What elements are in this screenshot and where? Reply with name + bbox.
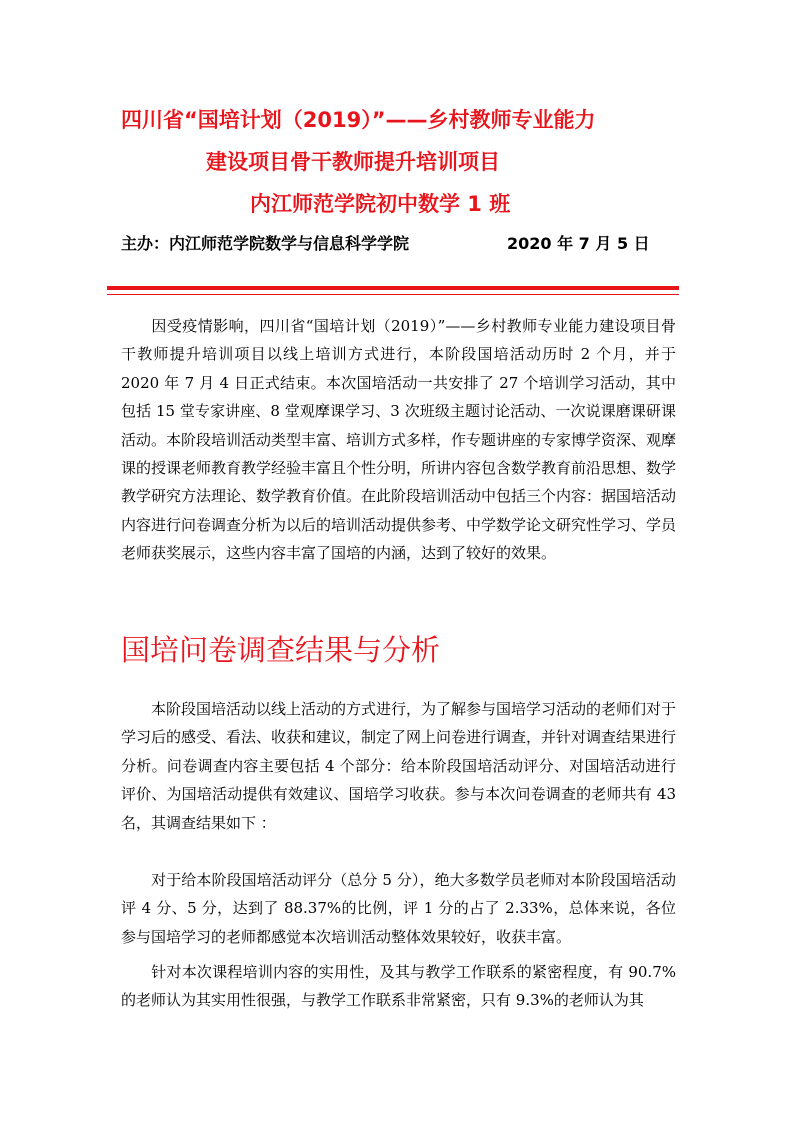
practicality-text: 针对本次课程培训内容的实用性，及其与教学工作联系的紧密程度，有 90.7%的老师认为其实用性很强，与教学工作联系非常紧密，只有 9.3%的老师认为其 — [121, 963, 676, 1010]
title-line-1: 四川省“国培计划（2019）”——乡村教师专业能力 — [121, 108, 596, 132]
header-divider-thin — [107, 294, 679, 295]
intro-text: 因受疫情影响，四川省“国培计划（2019）”——乡村教师专业能力建设项目骨干教师提升培训项目以线上培训方式进行，本阶段国培活动历时 2 个月，并于 2020 年 7 月 4 日正式结束。本次国培活动一共安排了 27 个培训学习活动，其中包括 15 堂专家讲座、8 堂观摩课学习、3 次班级主题讨论活动、一次说课磨课研课活动。本阶段培训活动类型丰富、培训方式多样，作专题讲座的专家博学资深、观摩课的授课老师教育教学经验丰富且个性分明，所讲内容包含数学教育前沿思想、数学教学研究方法理论、数学教育价值。在此阶段培训活动中包括三个内容：据国培活动内容进行问卷调查分析为以后的培训活动提供参考、中学数学论文研究性学习、学员老师获奖展示，这些内容丰富了国培的内涵，达到了较好的效果。 — [121, 317, 677, 563]
host-organizer: 主办：内江师范学院数学与信息科学学院 — [121, 234, 410, 253]
score-result-paragraph — [121, 866, 676, 951]
header-divider-thick — [107, 286, 679, 290]
score-result-text: 对于给本阶段国培活动评分（总分 5 分），绝大多数学员老师对本阶段国培活动评 4 分、5 分，达到了 88.37%的比例，评 1 分的占了 2.33%，总体来说，各位参与国培学习的老师都感觉本次培训活动整体效果较好，收获丰富。 — [121, 871, 676, 946]
intro-paragraph — [121, 312, 676, 568]
title-line-3: 内江师范学院初中数学 1 班 — [250, 192, 511, 216]
survey-intro-text: 本阶段国培活动以线上活动的方式进行，为了解参与国培学习活动的老师们对于学习后的感受、看法、收获和建议，制定了网上问卷进行调查，并针对调查结果进行分析。问卷调查内容主要包括 4 个部分：给本阶段国培活动评分、对国培活动进行评价、为国培活动提供有效建议、国培学习收获。参与本次问卷调查的老师共有 43 名，其调查结果如下 ： — [121, 700, 677, 832]
section-heading: 国培问卷调查结果与分析 — [121, 633, 441, 667]
practicality-paragraph — [121, 958, 676, 1015]
survey-intro-paragraph — [121, 695, 676, 837]
host-line — [121, 231, 650, 254]
title-line-2: 建设项目骨干教师提升培训项目 — [206, 150, 500, 174]
publish-date: 2020 年 7 月 5 日 — [507, 234, 650, 253]
